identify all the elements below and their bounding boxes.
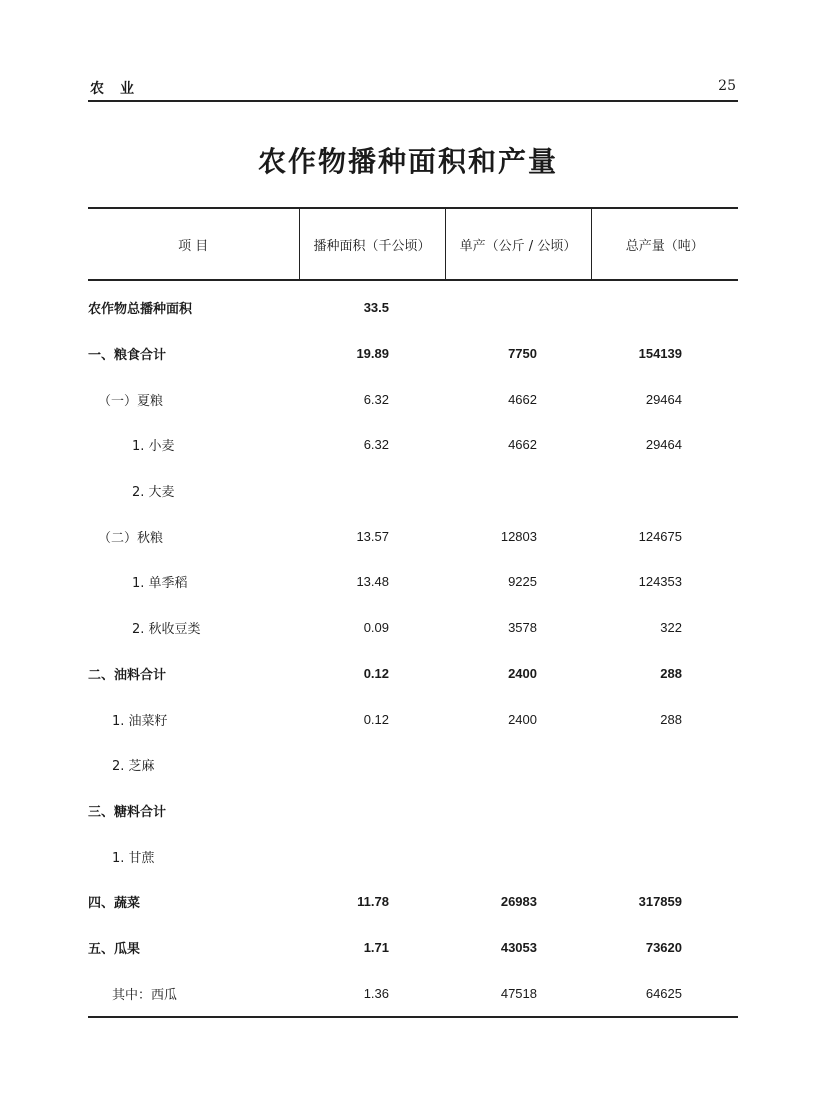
row-item-label: 1. 油菜籽 xyxy=(112,713,168,729)
table-row xyxy=(88,788,738,834)
row-area-value: 33.5 xyxy=(363,300,389,316)
row-area-value: 0.12 xyxy=(363,665,389,681)
row-yield-value xyxy=(445,468,591,514)
row-total-value xyxy=(591,280,738,331)
row-yield-value xyxy=(445,742,591,788)
table-row xyxy=(88,468,738,514)
row-item-label: 1. 甘蔗 xyxy=(112,850,155,866)
row-area-value: 6.32 xyxy=(363,437,389,453)
row-total-value: 288 xyxy=(660,665,682,681)
row-area-value: 19.89 xyxy=(356,346,389,362)
row-total-value xyxy=(591,742,738,788)
table-row xyxy=(88,376,738,422)
row-yield-value: 47518 xyxy=(445,970,591,1017)
row-total-value: 124675 xyxy=(638,528,682,544)
row-area-value xyxy=(299,788,445,834)
row-yield-value: 12803 xyxy=(500,528,537,544)
section-name: 农业 xyxy=(90,81,150,97)
row-total-value: 288 xyxy=(660,711,682,727)
row-item-label: 2. 大麦 xyxy=(132,485,175,501)
row-area-value: 13.57 xyxy=(356,528,389,544)
table-row xyxy=(88,742,738,788)
row-item-label: 1. 小麦 xyxy=(132,439,175,455)
row-item-label: 其中：西瓜 xyxy=(88,970,299,1017)
table-row xyxy=(88,833,738,879)
row-item-label: 1. 单季稻 xyxy=(132,576,188,592)
row-yield-value xyxy=(445,788,591,834)
column-header-item: 项 目 xyxy=(88,208,299,280)
row-total-value xyxy=(591,788,738,834)
table-row xyxy=(88,559,738,605)
row-total-value xyxy=(591,468,738,514)
table-header xyxy=(88,208,738,280)
row-yield-value: 9225 xyxy=(508,574,537,590)
table-row xyxy=(88,925,738,971)
page-title: 农作物播种面积和产量 xyxy=(257,145,558,178)
row-item-label: 农作物总播种面积 xyxy=(88,302,193,318)
row-yield-value xyxy=(445,280,591,331)
row-item-label: 三、糖料合计 xyxy=(88,804,167,820)
row-total-value: 322 xyxy=(660,620,682,636)
row-item-label: 二、油料合计 xyxy=(88,667,167,683)
page-header xyxy=(88,76,738,100)
row-item-label: （二）秋粮 xyxy=(98,530,164,546)
row-item-label: （一）夏粮 xyxy=(98,393,164,409)
row-area-value: 6.32 xyxy=(363,391,389,407)
row-yield-value: 4662 xyxy=(508,391,537,407)
row-yield-value xyxy=(445,833,591,879)
row-yield-value: 4662 xyxy=(508,437,537,453)
row-area-value: 1.71 xyxy=(363,939,389,955)
row-total-value: 29464 xyxy=(645,437,682,453)
column-header-yield: 单产（公斤 / 公顷） xyxy=(445,208,591,280)
table-body xyxy=(88,280,738,1017)
row-area-value: 0.12 xyxy=(363,711,389,727)
row-item-label: 2. 芝麻 xyxy=(112,759,155,775)
row-item-label: 四、蔬菜 xyxy=(88,896,141,912)
header-rule xyxy=(88,100,738,102)
row-yield-value: 3578 xyxy=(508,620,537,636)
column-header-area: 播种面积（千公顷） xyxy=(299,208,445,280)
row-total-value: 29464 xyxy=(645,391,682,407)
row-yield-value: 7750 xyxy=(508,346,537,362)
row-yield-value: 26983 xyxy=(500,894,537,910)
row-yield-value: 2400 xyxy=(508,711,537,727)
table-row xyxy=(88,513,738,559)
row-area-value xyxy=(299,833,445,879)
row-item-label: 五、瓜果 xyxy=(88,941,141,957)
row-total-value: 154139 xyxy=(638,346,682,362)
row-total-value xyxy=(591,833,738,879)
row-item-label: 2. 秋收豆类 xyxy=(132,622,201,638)
row-total-value: 73620 xyxy=(645,939,682,955)
table-row xyxy=(88,879,738,925)
row-area-value xyxy=(299,468,445,514)
row-area-value: 13.48 xyxy=(356,574,389,590)
row-total-value: 64625 xyxy=(591,970,738,1017)
page-number: 25 xyxy=(718,78,736,94)
row-yield-value: 2400 xyxy=(508,665,537,681)
table-row xyxy=(88,605,738,651)
column-header-total: 总产量（吨） xyxy=(591,208,738,280)
row-yield-value: 43053 xyxy=(500,939,537,955)
table-row xyxy=(88,280,738,331)
crop-table xyxy=(88,207,738,1018)
table-row xyxy=(88,422,738,468)
row-area-value: 0.09 xyxy=(363,620,389,636)
row-area-value xyxy=(299,742,445,788)
row-total-value: 317859 xyxy=(638,894,682,910)
row-area-value: 1.36 xyxy=(299,970,445,1017)
table-row xyxy=(88,970,738,1017)
row-area-value: 11.78 xyxy=(357,894,389,910)
row-total-value: 124353 xyxy=(638,574,682,590)
table-row xyxy=(88,331,738,377)
table-row xyxy=(88,696,738,742)
row-item-label: 一、粮食合计 xyxy=(88,348,167,364)
table-row xyxy=(88,651,738,697)
